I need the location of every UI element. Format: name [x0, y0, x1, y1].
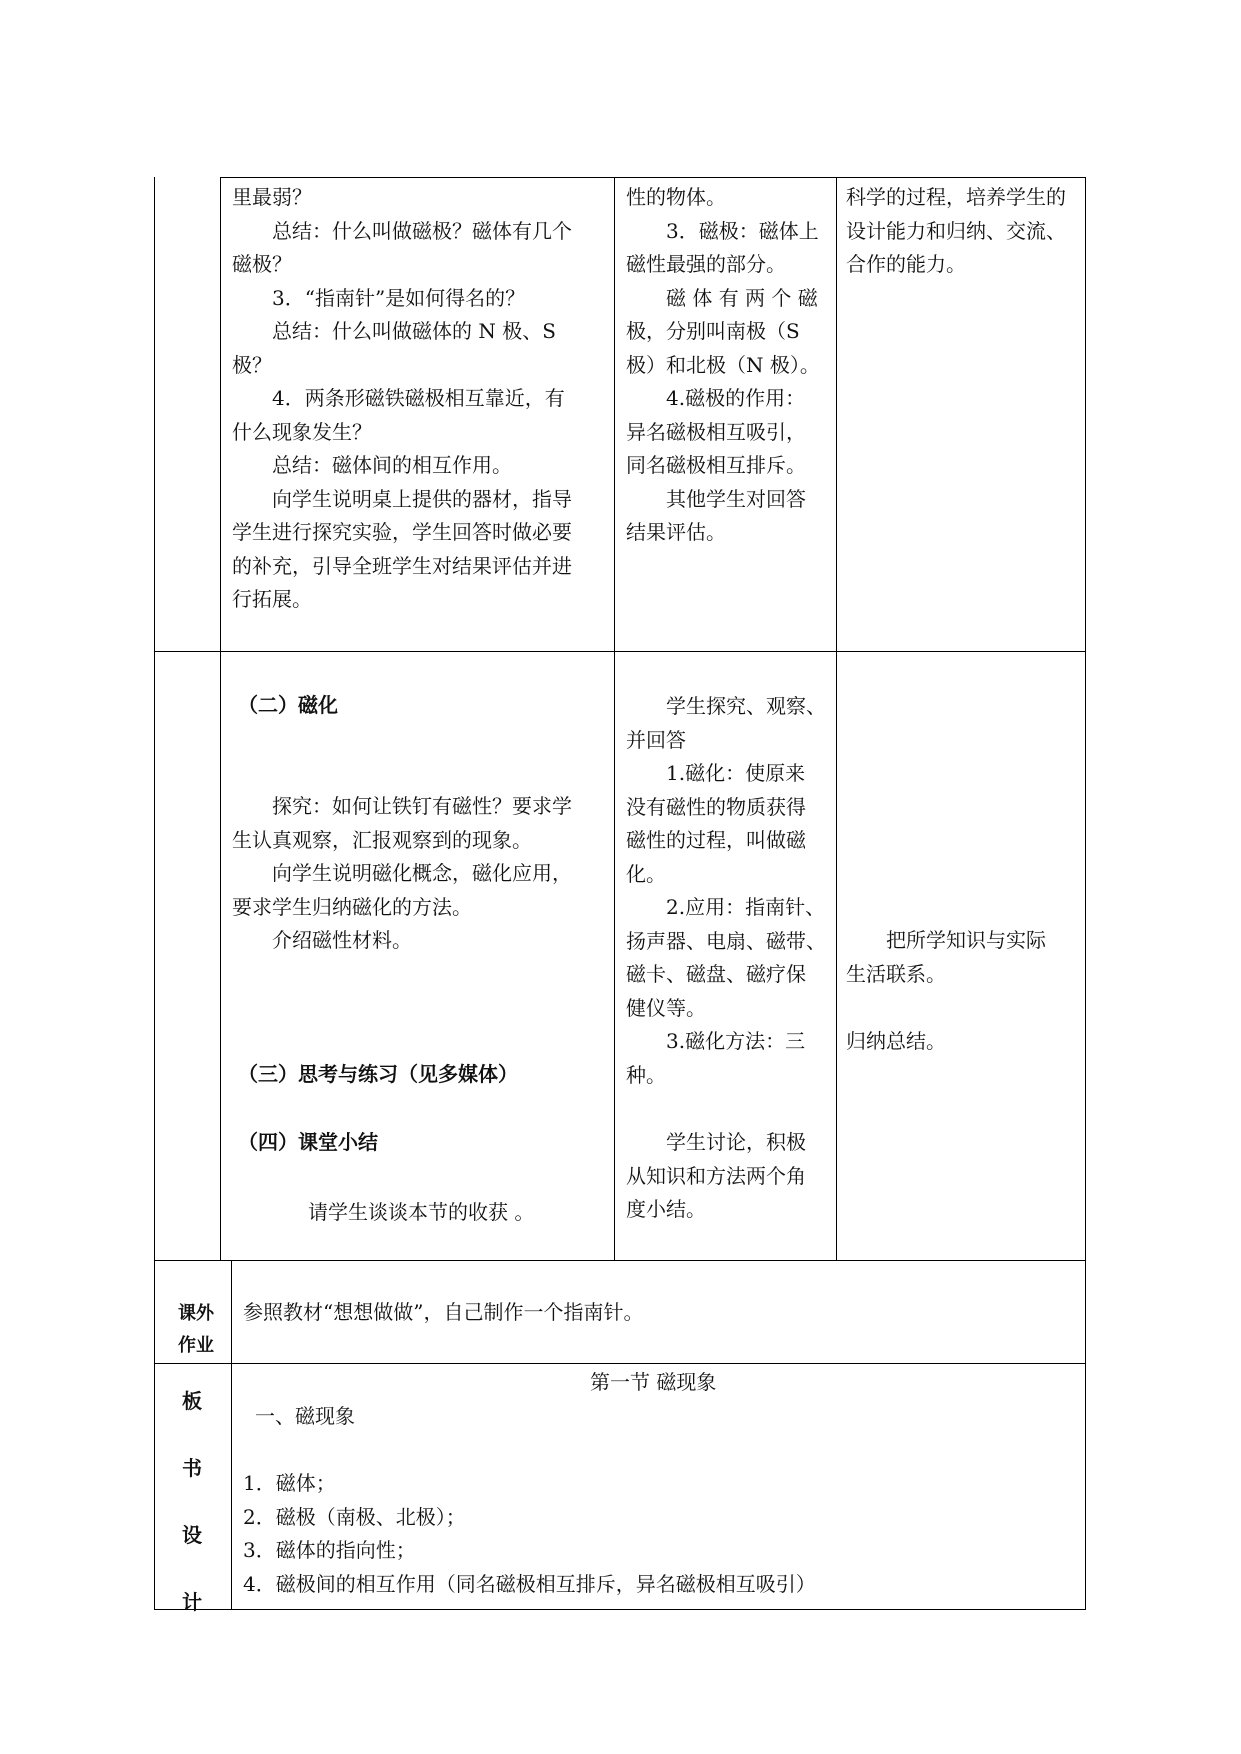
- board-items: [243, 1467, 816, 1601]
- text-line: 学生进行探究实验，学生回答时做必要: [232, 520, 572, 544]
- text-line: 向学生说明桌上提供的器材，指导: [232, 486, 572, 511]
- homework-label-line: 作业: [178, 1335, 214, 1356]
- homework-content: 参照教材“想想做做”，自己制作一个指南针。: [243, 1300, 644, 1324]
- text-line: 磁性最强的部分。: [626, 252, 786, 276]
- text-line: 3.磁化方法：三: [626, 1029, 806, 1053]
- text-line: 总结：磁体间的相互作用。: [232, 453, 512, 477]
- text-line: 没有磁性的物质获得: [626, 794, 806, 819]
- text-line: 2.应用：指南针、: [626, 895, 826, 919]
- text-line: 磁极？: [232, 252, 292, 276]
- board-label: [182, 1368, 202, 1636]
- text-line: 磁卡、磁盘、磁疗保: [626, 962, 806, 986]
- col1-divider-upper: [220, 177, 221, 1260]
- board-item: 2．磁极（南极、北极）；: [243, 1504, 466, 1529]
- design-intent-cell-3: 归纳总结。: [846, 1029, 946, 1053]
- text-line: 的补充，引导全班学生对结果评估并进: [232, 553, 572, 578]
- col1-divider-lower: [231, 1260, 232, 1610]
- text-line: 结果评估。: [626, 520, 726, 544]
- text-line: 化。: [626, 861, 666, 886]
- text-line: 极？: [232, 352, 272, 377]
- text-line: 探究：如何让铁钉有磁性？要求学: [232, 794, 572, 818]
- text-line: 总结：什么叫做磁体的 N 极、S: [232, 319, 556, 343]
- text-line: 度小结。: [626, 1197, 706, 1221]
- board-title: 第一节 磁现象: [590, 1370, 717, 1394]
- text-line: 健仪等。: [626, 995, 706, 1020]
- text-line: 极，分别叫南极（S: [626, 319, 800, 343]
- homework-label-line: 课外: [178, 1303, 214, 1324]
- text-line: 4．两条形磁铁磁极相互靠近，有: [232, 386, 565, 410]
- text-line: 向学生说明磁化概念，磁化应用，: [232, 861, 572, 885]
- text-line: 科学的过程，培养学生的: [846, 185, 1066, 209]
- text-line: 从知识和方法两个角: [626, 1163, 806, 1188]
- text-line: 3．磁极：磁体上: [626, 218, 819, 243]
- text-line: 4.磁极的作用：: [626, 386, 806, 410]
- homework-label: [178, 1298, 214, 1362]
- text-line: 学生探究、观察、: [626, 694, 826, 718]
- student-activity-cell-3: [626, 1126, 806, 1227]
- text-line: 生认真观察，汇报观察到的现象。: [232, 827, 532, 852]
- col2-divider: [614, 177, 615, 1260]
- text-line: 扬声器、电扇、磁带、: [626, 928, 826, 953]
- board-top-border: [154, 1363, 1086, 1364]
- heading-practice: （三）思考与练习（见多媒体）: [238, 1062, 518, 1086]
- text-line: 磁 体 有 两 个 磁: [626, 285, 818, 310]
- text-line: 设计能力和归纳、交流、: [846, 218, 1066, 243]
- board-label-char: 计: [182, 1590, 202, 1614]
- board-label-char: 书: [182, 1456, 202, 1480]
- board-item: 1．磁体；: [243, 1471, 336, 1495]
- text-line: 异名磁极相互吸引，: [626, 419, 806, 444]
- text-line: 性的物体。: [626, 185, 726, 209]
- text-line: 要求学生归纳磁化的方法。: [232, 894, 472, 919]
- text-line: 磁性的过程，叫做磁: [626, 828, 806, 852]
- design-intent-cell-2: [846, 924, 1046, 991]
- design-intent-cell-1: [846, 181, 1066, 282]
- text-line: 什么现象发生？: [232, 419, 372, 444]
- text-line: 行拓展。: [232, 587, 312, 611]
- board-item: 4．磁极间的相互作用（同名磁极相互排斥，异名磁极相互吸引）: [243, 1571, 816, 1596]
- student-activity-cell-2: [626, 690, 826, 1092]
- text-line: 3．“指南针”是如何得名的？: [232, 285, 526, 310]
- text-line: 其他学生对回答: [626, 486, 806, 511]
- teacher-activity-cell-2: [232, 790, 572, 958]
- board-subtitle: 一、磁现象: [255, 1404, 355, 1428]
- text-line: 1.磁化：使原来: [626, 761, 806, 785]
- text-line: 把所学知识与实际: [846, 928, 1046, 952]
- col3-divider: [836, 177, 837, 1260]
- text-line: 并回答: [626, 727, 686, 752]
- heading-class-summary: （四）课堂小结: [238, 1130, 378, 1154]
- board-item: 3．磁体的指向性；: [243, 1538, 416, 1562]
- text-line: 生活联系。: [846, 961, 946, 986]
- text-line: 介绍磁性材料。: [232, 928, 412, 952]
- board-label-char: 板: [182, 1389, 202, 1413]
- top-border-partial: [220, 177, 1086, 178]
- table-left-border: [154, 177, 155, 1610]
- text-line: 极）和北极（N 极）。: [626, 352, 820, 377]
- text-line: 种。: [626, 1062, 666, 1087]
- homework-top-border: [154, 1260, 1086, 1261]
- table-bottom-border: [154, 1609, 1086, 1610]
- text-line: 合作的能力。: [846, 252, 966, 276]
- summary-instruction: 请学生谈谈本节的收获 。: [308, 1200, 535, 1224]
- teacher-activity-cell-1: [232, 181, 572, 617]
- text-line: 同名磁极相互排斥。: [626, 453, 806, 477]
- text-line: 总结：什么叫做磁极？磁体有几个: [232, 218, 572, 243]
- text-line: 学生讨论，积极: [626, 1130, 806, 1154]
- student-activity-cell-1: [626, 181, 820, 550]
- table-right-border: [1085, 177, 1086, 1610]
- board-label-char: 设: [182, 1523, 202, 1547]
- heading-magnetization: （二）磁化: [238, 693, 338, 717]
- text-line: 里最弱？: [232, 185, 312, 209]
- section-divider: [154, 651, 1086, 652]
